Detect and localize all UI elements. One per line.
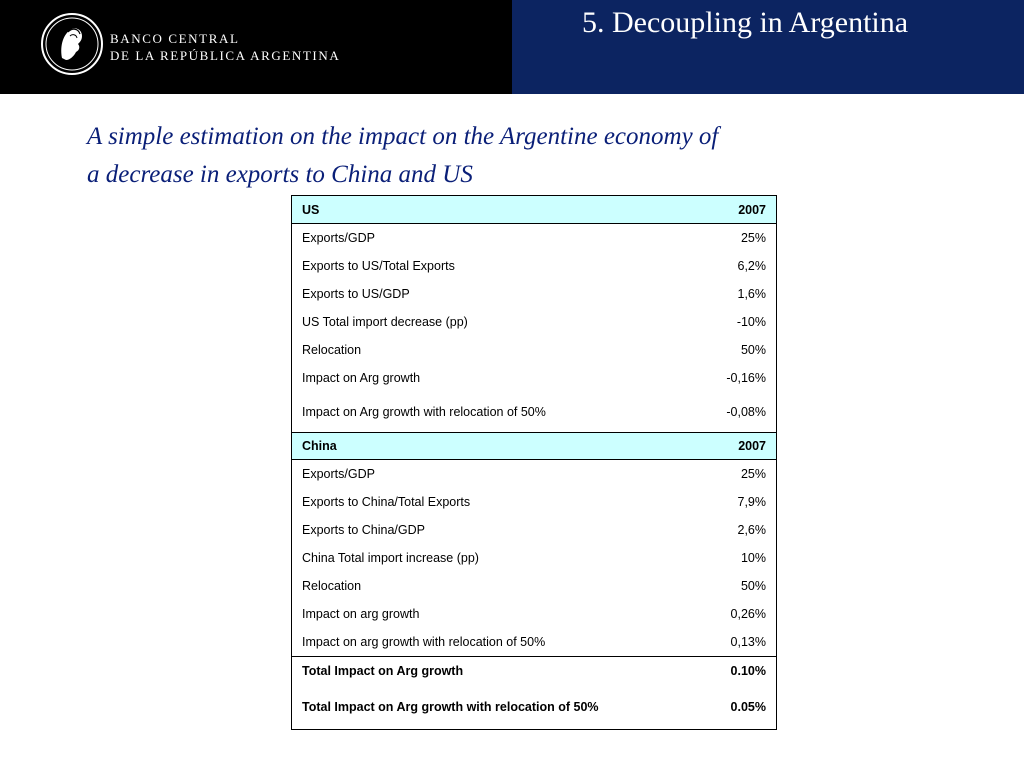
table-row [292,488,776,516]
china-section-label: China [302,439,337,453]
row-value: -10% [736,315,766,329]
table-row [292,224,776,252]
us-section-year: 2007 [738,202,766,217]
table-row [292,544,776,572]
row-value: 25% [740,467,766,481]
row-value: 6,2% [737,259,766,273]
total-label: Total Impact on Arg growth with relocation of 50% [302,700,599,714]
row-label: Exports/GDP [302,231,375,245]
row-label: Impact on arg growth with relocation of 50% [302,635,546,649]
row-value: 25% [740,231,766,245]
row-label: Impact on Arg growth with relocation of 50% [302,405,546,419]
table-row [292,364,776,392]
row-label: US Total import decrease (pp) [302,315,468,329]
row-label: Exports to China/GDP [302,523,425,537]
table-row [292,280,776,308]
row-label: Exports to US/GDP [302,287,410,301]
row-value: 0,13% [730,635,766,649]
table-row [292,516,776,544]
bank-name-line1: BANCO CENTRAL [110,31,240,46]
row-value: -0,08% [726,405,766,419]
table-row [292,572,776,600]
table-row [292,336,776,364]
total-row [292,656,776,684]
subtitle-line1: A simple estimation on the impact on the Argentine economy of [87,123,719,150]
china-section-header [292,432,776,460]
table-row [292,600,776,628]
table-row [292,308,776,336]
header-bar-left [0,0,512,94]
slide-title: 5. Decoupling in Argentina [582,6,909,39]
row-label: China Total import increase (pp) [302,551,479,565]
row-label: Exports/GDP [302,467,375,481]
table-row [292,252,776,280]
table-row [292,392,776,432]
header-bar-right [512,0,1024,94]
china-section-year: 2007 [738,439,766,453]
table-row [292,628,776,656]
row-label: Exports to US/Total Exports [302,259,455,273]
row-label: Impact on Arg growth [302,371,421,385]
us-section-label: US [302,202,320,217]
subtitle [87,118,827,194]
bank-name-line2: DE LA REPÚBLICA ARGENTINA [110,48,341,63]
row-value: 7,9% [737,495,766,509]
total-row-relocation [292,684,776,730]
row-value: 50% [740,579,766,593]
row-value: 1,6% [737,287,766,301]
row-value: 2,6% [737,523,766,537]
row-value: -0,16% [726,371,766,385]
total-value: 0.10% [730,663,766,678]
row-label: Relocation [302,343,362,357]
row-label: Relocation [302,579,362,593]
row-label: Impact on arg growth [302,607,420,621]
total-label: Total Impact on Arg growth [302,663,464,678]
row-value: 10% [740,551,766,565]
us-section-header [292,196,776,224]
total-value: 0.05% [730,700,766,714]
row-value: 0,26% [730,607,766,621]
row-label: Exports to China/Total Exports [302,495,471,509]
row-value: 50% [740,343,766,357]
table-row [292,460,776,488]
subtitle-line2: a decrease in exports to China and US [87,161,473,188]
estimation-table [291,195,777,730]
bank-name [110,30,340,64]
bank-logo-icon [40,12,104,76]
